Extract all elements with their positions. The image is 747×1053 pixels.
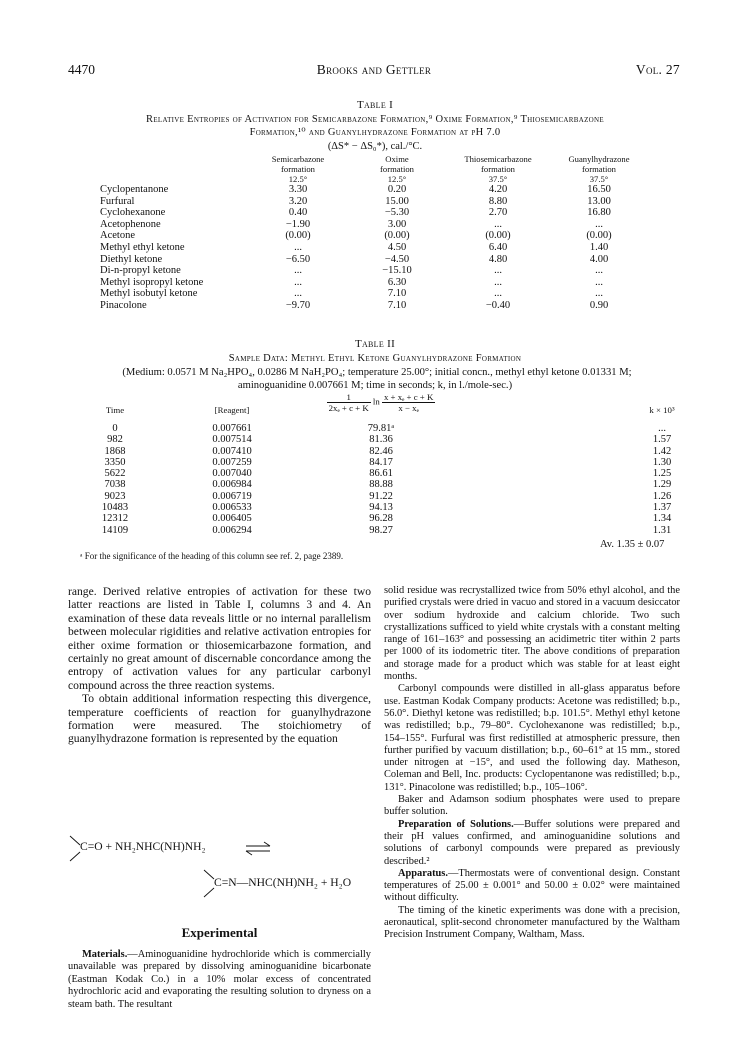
value-cell: 79.81ᵃ: [367, 423, 395, 434]
right-paragraph-3: Baker and Adamson sodium phosphates were used to prepare buffer solution.: [384, 794, 680, 818]
time-cell: 1868: [104, 445, 126, 457]
solutions-title: Preparation of Solutions.: [398, 818, 514, 830]
value-cell: 0.40: [288, 207, 308, 219]
value-cell: 86.61: [369, 468, 393, 480]
apparatus-text: —Thermostats were of conventional design. Constant temperatures of 25.00 ± 0.001° and 50.00 ± 0.02° were maintained without difficulty.: [384, 867, 680, 904]
compound-cell: Cyclohexanone: [100, 207, 166, 219]
value-cell: 0.90: [589, 299, 609, 311]
time-cell: 10483: [101, 502, 129, 514]
compound-cell: Methyl ethyl ketone: [100, 241, 185, 253]
right-paragraph-4: [384, 819, 680, 868]
k-cell: [456, 446, 700, 457]
table1-units: (ΔS* − ΔS₀*), cal./°C.: [327, 141, 423, 152]
value-cell: (0.00): [485, 230, 511, 242]
compound-cell: Furfural: [100, 195, 135, 207]
value-cell: 4.80: [488, 253, 508, 265]
value-cell: −5.30: [384, 207, 410, 219]
compound-cell: Methyl isopropyl ketone: [100, 276, 204, 288]
right-paragraph-5: [384, 868, 680, 905]
equation-reactants: C=O + NH₂NHC(NH)NH₂: [80, 840, 206, 853]
value-cell: 7.10: [387, 299, 407, 311]
value-cell: 16.50: [587, 184, 611, 195]
value-cell: 16.80: [587, 207, 611, 219]
time-cell: 12312: [101, 513, 129, 525]
compound-cell: Diethyl ketone: [100, 253, 163, 265]
table1-row: [100, 288, 648, 300]
head-ln: ln: [372, 396, 380, 407]
value-cell: −0.40: [485, 299, 511, 311]
compound-cell: Methyl isobutyl ketone: [100, 288, 198, 300]
table2-row: [72, 525, 700, 536]
table2-row: [72, 468, 700, 479]
reagent-cell: 0.006984: [212, 479, 252, 491]
value-cell: ...: [494, 288, 502, 300]
k-cell: [456, 479, 700, 490]
value-cell: 94.13: [369, 502, 393, 514]
table2-row: [72, 491, 700, 502]
materials-text: —Aminoguanidine hydrochloride which is commercially unavailable was prepared by dissolving aminoguanidine bicarbonate (Eastman Kodak Co.) in a 10% molar excess of concentrated hydrochloric acid and evaporating the resulting solution to dryness on a steam bath. The resultant: [68, 949, 371, 1010]
value-cell: −6.50: [285, 253, 311, 265]
table2: [72, 423, 700, 536]
table2-row: [72, 457, 700, 468]
right-column: [384, 585, 680, 942]
time-cell: 3350: [104, 456, 126, 468]
table1-row: [100, 265, 648, 277]
table1-caption-line1: Relative Entropies of Activation for Semicarbazone Formation,⁹ Oxime Formation,⁹ Thiosemicarbazone: [146, 114, 604, 125]
table2-footnote: ᵃ For the significance of the heading of this column see ref. 2, page 2389.: [80, 551, 344, 561]
value-cell: ...: [595, 265, 603, 277]
value-cell: 2.70: [488, 207, 508, 219]
value-cell: 0.20: [387, 184, 407, 195]
value-cell: ...: [494, 265, 502, 277]
table1-row: [100, 230, 648, 242]
head-ln-fraction: $\frac{\text{x + xₑ + c + K}}{\text{x − xₑ}}$: [383, 392, 434, 413]
table1-col1-head: Semicarbazone formation 12.5°: [271, 154, 325, 184]
right-paragraph-1: solid residue was recrystallized twice from 50% ethyl alcohol, and the purified crystals were dried in vacuo and stored in a vacuum desiccator over sodium hydroxide and calcium chloride. Two such crystallizations sufficed to yield white crystals with a constant melting range of 161–163° and possessing an acidimetric titer within 2 parts per 1000 of its iodometric titer. The above conditions of preparation and storage made for a product which was stable for at least eight months.: [384, 585, 680, 683]
table2-row: [72, 502, 700, 513]
reagent-cell: 0.006533: [212, 502, 252, 514]
value-cell: 4.20: [488, 184, 508, 195]
value-cell: −15.10: [382, 265, 412, 277]
value-cell: −4.50: [384, 253, 410, 265]
table1-row: [100, 300, 648, 312]
table1-caption-line2: Formation,¹⁰ and Guanylhydrazone Formation at pH 7.0: [249, 127, 501, 138]
table1-row: [100, 207, 648, 219]
reagent-cell: 0.006294: [212, 524, 252, 536]
compound-cell: Acetophenone: [100, 218, 161, 230]
time-cell: 982: [107, 434, 123, 446]
k-cell: [456, 513, 700, 524]
value-cell: ...: [595, 276, 603, 288]
k-cell: [456, 502, 700, 513]
value-cell: 15.00: [385, 195, 409, 207]
reagent-cell: 0.006719: [212, 490, 252, 502]
time-cell: 0: [112, 423, 118, 434]
table1-col4-head: Guanylhydrazone formation 37.5°: [568, 154, 630, 184]
table2-label: Table II: [354, 338, 396, 350]
value-cell: ...: [294, 241, 302, 253]
reagent-cell: 0.007514: [212, 434, 252, 446]
compound-cell: Di-n-propyl ketone: [100, 265, 181, 277]
running-title: Brooks and Gettler: [316, 62, 432, 77]
value-cell: 4.00: [589, 253, 609, 265]
value-cell: ...: [595, 288, 603, 300]
right-paragraph-6: The timing of the kinetic experiments was done with a precision, aeronautical, split-second chronometer manufactured by the Waltham Precision Instrument Company, Waltham, Mass.: [384, 904, 680, 941]
table1-label: Table I: [356, 99, 394, 111]
time-cell: 9023: [104, 490, 126, 502]
k-cell: [456, 525, 700, 536]
value-cell: 84.17: [369, 456, 393, 468]
value-cell: 3.20: [288, 195, 308, 207]
materials-paragraph: [68, 949, 371, 1011]
table2-head-formula: [306, 392, 456, 413]
table1-col2-head: Oxime formation 12.5°: [380, 154, 414, 184]
value-cell: (0.00): [285, 230, 311, 242]
time-cell: 5622: [104, 468, 126, 480]
compound-cell: Cyclopentanone: [100, 184, 169, 195]
k-cell: [456, 434, 700, 445]
time-cell: 14109: [101, 524, 129, 536]
value-cell: 8.80: [488, 195, 508, 207]
table1-row: [100, 277, 648, 289]
reagent-cell: 0.006405: [212, 513, 252, 525]
reagent-cell: 0.007410: [212, 445, 252, 457]
value-cell: ...: [294, 288, 302, 300]
time-cell: 7038: [104, 479, 126, 491]
value-cell: 81.36: [369, 434, 393, 446]
table1-row: [100, 254, 648, 266]
volume-label: Vol. 27: [635, 62, 680, 77]
left-column: [68, 585, 371, 746]
k-value: 1.42: [652, 445, 672, 457]
k-value: 1.31: [652, 524, 672, 536]
value-cell: 1.40: [589, 241, 609, 253]
k-value: 1.26: [652, 490, 672, 502]
right-paragraph-2: Carbonyl compounds were distilled in all-glass apparatus before use. Eastman Kodak Company products: Acetone was redistilled; b.p., 56.0°. Diethyl ketone was redistilled; b.p. 101.5°. Methyl ethyl ketone was redistilled; b.p., 79–80°. Cyclohexanone was redistilled; b.p., 154–155°. Furfural was first redistilled at atmospheric pressure, then further purified by vacuum distillation; b.p., 60–61° at 15 mm., stored under nitrogen at −15°, and used the following day. Matheson, Coleman and Bell, Inc. products: Cyclopentanone was redistilled; b.p., 131°. Pinacolone was redistilled; b.p., 105–106°.: [384, 683, 680, 793]
value-cell: 6.40: [488, 241, 508, 253]
value-cell: ...: [494, 218, 502, 230]
k-cell: [456, 457, 700, 468]
value-cell: (0.00): [384, 230, 410, 242]
value-cell: ...: [294, 265, 302, 277]
compound-cell: Pinacolone: [100, 299, 147, 311]
value-cell: 6.30: [387, 276, 407, 288]
value-cell: 98.27: [369, 524, 393, 536]
table1: [100, 184, 648, 312]
k-value: 1.30: [652, 456, 672, 468]
table2-row: [72, 479, 700, 490]
head-fraction: $\frac{1}{\text{2xₑ + c + K}}$: [328, 392, 369, 413]
value-cell: ...: [294, 276, 302, 288]
value-cell: −1.90: [285, 218, 311, 230]
reagent-cell: 0.007259: [212, 456, 252, 468]
value-cell: ...: [494, 276, 502, 288]
table1-row: [100, 219, 648, 231]
equation-products: C=N—NHC(NH)NH₂ + H₂O: [214, 876, 352, 889]
value-cell: 3.00: [387, 218, 407, 230]
table2-medium-line2: aminoguanidine 0.007661 M; time in seconds; k, in l./mole-sec.): [237, 380, 513, 391]
k-value: 1.34: [652, 513, 672, 525]
table2-medium-line1: (Medium: 0.0571 M Na₂HPO₄, 0.0286 M NaH₂PO₄; temperature 25.00°; initial concn., methyl ethyl ketone 0.01331 M;: [122, 367, 632, 378]
table2-row: [72, 513, 700, 524]
table2-row: [72, 434, 700, 445]
table1-row: [100, 242, 648, 254]
materials-title: Materials.: [82, 949, 128, 960]
section-heading-experimental: Experimental: [181, 925, 258, 940]
page-number: 4470: [68, 62, 95, 77]
table1-row: [100, 196, 648, 208]
value-cell: 82.46: [369, 445, 393, 457]
table1-col3-head: Thiosemicarbazone formation 37.5°: [464, 154, 532, 184]
table1-column-heads: [248, 154, 648, 184]
value-cell: 3.30: [288, 184, 308, 195]
k-value: 1.29: [652, 479, 672, 491]
table2-average: Av. 1.35 ± 0.07: [600, 539, 665, 550]
reagent-cell: 0.007040: [212, 468, 252, 480]
solutions-text: —Buffer solutions were prepared and their pH values confirmed, and aminoguanidine solutions and solutions of carbonyl compounds were prepared as previously described.²: [384, 818, 680, 867]
table2-row: [72, 423, 700, 434]
value-cell: 88.88: [369, 479, 393, 491]
value-cell: 7.10: [387, 288, 407, 300]
table2-caption: Sample Data: Methyl Ethyl Ketone Guanylhydrazone Formation: [228, 353, 522, 364]
table2-head-reagent: [Reagent]: [214, 405, 250, 415]
k-value: 1.57: [652, 434, 672, 446]
k-value: 1.37: [652, 502, 672, 514]
table2-head-k: k × 10³: [649, 405, 675, 415]
k-cell: [456, 491, 700, 502]
reaction-equation: [68, 830, 371, 918]
k-value: ...: [658, 423, 666, 434]
table2-head-time: Time: [105, 405, 125, 415]
k-cell: [456, 423, 700, 434]
value-cell: (0.00): [586, 230, 612, 242]
value-cell: 91.22: [369, 490, 393, 502]
compound-cell: Acetone: [100, 230, 135, 242]
table1-row: [100, 184, 648, 196]
reagent-cell: 0.007661: [212, 423, 252, 434]
k-value: 1.25: [652, 468, 672, 480]
left-paragraph-2: To obtain additional information respecting this divergence, temperature coefficients of reaction for guanylhydrazone formation were measured. The stoichiometry of guanylhydrazone formation is represented by the equation: [68, 692, 371, 746]
value-cell: 4.50: [387, 241, 407, 253]
table2-row: [72, 446, 700, 457]
value-cell: ...: [595, 218, 603, 230]
apparatus-title: Apparatus.: [398, 867, 448, 879]
k-cell: [456, 468, 700, 479]
value-cell: 96.28: [369, 513, 393, 525]
left-paragraph-1: range. Derived relative entropies of activation for these two latter reactions are listed in Table I, columns 3 and 4. An examination of these data reveals little or no internal parallelism between molecular rigidities and relative activation entropies for either oxime formation or thiosemicarbazone formation, and certainly no great amount of discernable concordance among the entropy of activation values for any particular carbonyl compound across the three reaction systems.: [68, 585, 371, 692]
value-cell: 13.00: [587, 195, 611, 207]
running-header: [68, 62, 680, 80]
value-cell: −9.70: [285, 299, 311, 311]
